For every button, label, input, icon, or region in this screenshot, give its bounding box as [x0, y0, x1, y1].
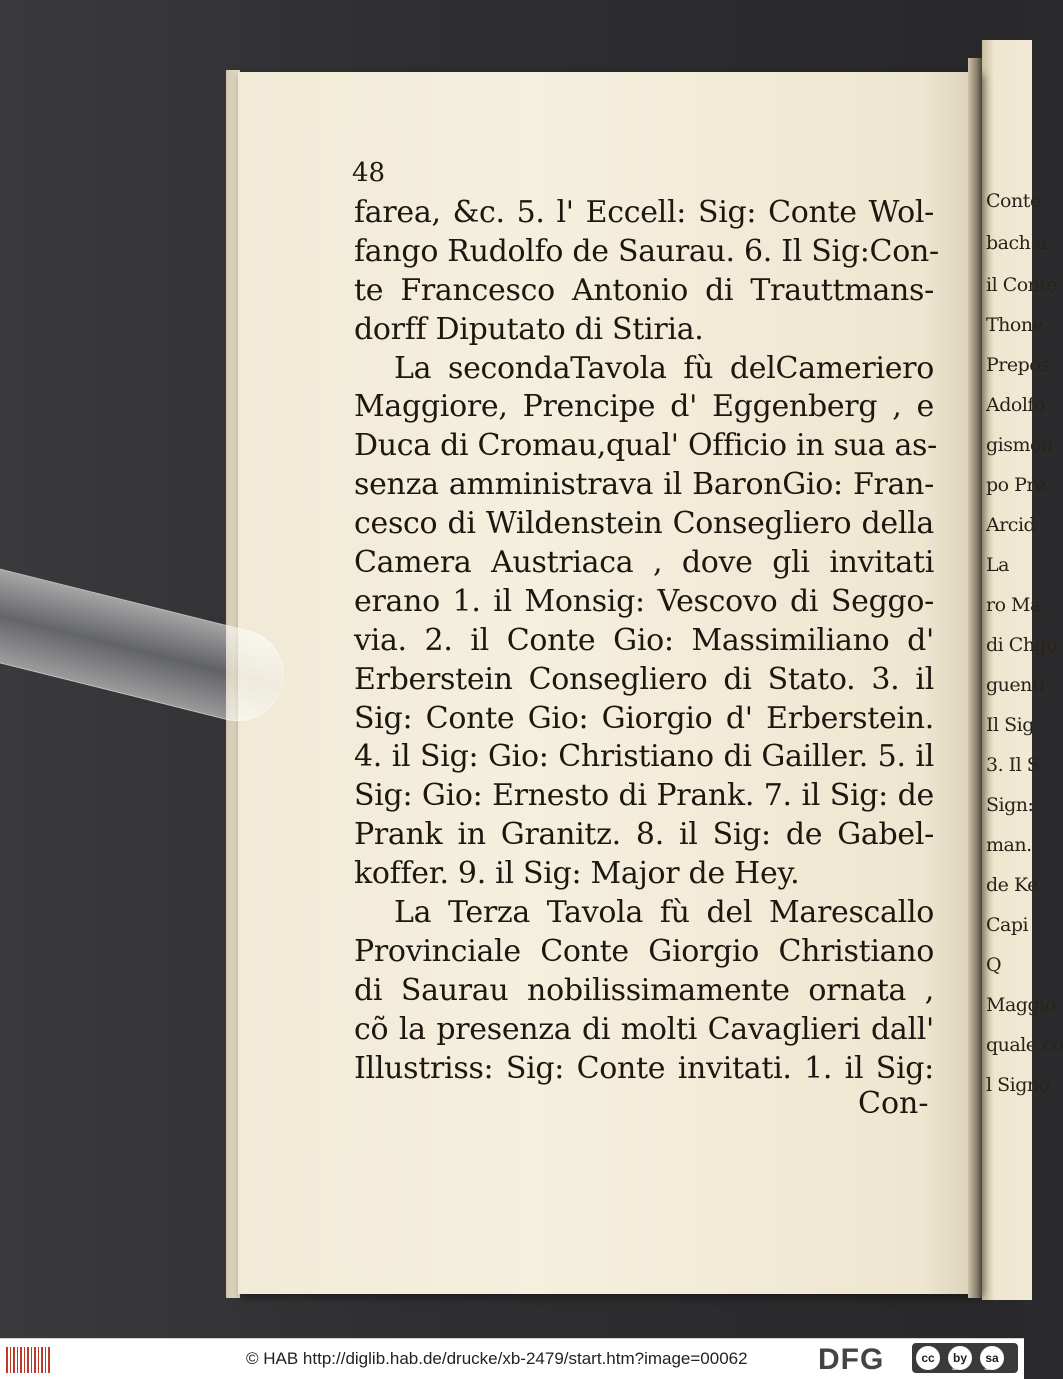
facing-fragment: guenti — [986, 674, 1045, 696]
facing-fragment: Thone — [986, 314, 1044, 336]
text-line: Sig: Conte Gio: Giorgio d' Erberstein. — [354, 700, 934, 736]
sa-icon: sa — [980, 1346, 1004, 1370]
facing-fragment: gismon — [986, 434, 1053, 456]
catchword: Con- — [858, 1086, 929, 1121]
facing-fragment: Conte — [986, 190, 1041, 212]
facing-fragment: La — [986, 554, 1009, 576]
facing-fragment: Sign: — [986, 794, 1034, 816]
facing-fragment: Arcid — [986, 514, 1036, 536]
book-gutter — [968, 58, 982, 1298]
text-line: Prank in Granitz. 8. il Sig: de Gabel- — [354, 817, 934, 853]
text-line: te Francesco Antonio di Trauttmans- — [354, 272, 934, 308]
text-line: La secondaTavola fù delCameriero — [394, 350, 934, 386]
text-line: 4. il Sig: Gio: Christiano di Gailler. 5. il — [354, 739, 934, 775]
page-number: 48 — [352, 158, 386, 188]
facing-fragment: Adolfo — [986, 394, 1045, 416]
text-line: cõ la presenza di molti Cavaglieri dall' — [354, 1011, 934, 1047]
by-icon: by — [948, 1346, 972, 1370]
text-line: farea, &c. 5. l' Eccell: Sig: Conte Wol- — [354, 195, 934, 230]
text-line: Maggiore, Prencipe d' Eggenberg , e — [354, 389, 934, 425]
dfg-logo: DFG — [818, 1343, 885, 1376]
text-line: erano 1. il Monsig: Vescovo di Seggo- — [354, 583, 934, 619]
facing-fragment: quale co — [986, 1034, 1063, 1056]
facing-fragment: Capi — [986, 914, 1029, 936]
facing-fragment: Q — [986, 954, 1002, 976]
facing-fragment: bach a — [986, 232, 1047, 254]
facing-fragment: de Ke — [986, 874, 1038, 896]
text-line: Camera Austriaca , dove gli invitati — [354, 545, 934, 581]
facing-fragment: man. — [986, 834, 1032, 856]
facing-page-edge — [982, 40, 1063, 1300]
facing-fragment: Il Sig — [986, 714, 1034, 736]
license-badge[interactable] — [912, 1343, 1018, 1373]
text-line: di Saurau nobilissimamente ornata , — [354, 972, 934, 1008]
page-text — [354, 194, 939, 1088]
by-label: BY — [952, 1363, 963, 1372]
sa-label: SA — [984, 1363, 995, 1372]
text-line: cesco di Wildenstein Consegliero della — [354, 506, 934, 542]
facing-fragment: po Pre — [986, 474, 1046, 496]
text-line: dorff Diputato di Stiria. — [354, 311, 704, 347]
text-line: La Terza Tavola fù del Marescallo — [394, 895, 934, 931]
facing-fragment: l Signo — [986, 1074, 1050, 1096]
text-line: Sig: Gio: Ernesto di Prank. 7. il Sig: de — [354, 778, 934, 814]
text-line: senza amministrava il BaronGio: Fran- — [354, 467, 934, 503]
source-credit-link[interactable]: © HAB http://diglib.hab.de/drucke/xb-2479/start.htm?image=00062 — [246, 1349, 748, 1368]
facing-fragment: di Chgo — [986, 634, 1058, 656]
facing-fragment: ro Ma — [986, 594, 1041, 616]
text-line: koffer. 9. il Sig: Major de Hey. — [354, 856, 800, 892]
cc-icon: cc — [916, 1346, 940, 1370]
text-line: Provinciale Conte Giorgio Christiano — [354, 933, 934, 969]
viewer-footer — [0, 1338, 1024, 1379]
text-line: fango Rudolfo de Saurau. 6. Il Sig:Con- — [354, 233, 939, 269]
text-line: via. 2. il Conte Gio: Massimiliano d' — [354, 622, 934, 658]
text-line: Erberstein Consegliero di Stato. 3. il — [354, 661, 934, 697]
library-logo-icon — [6, 1347, 50, 1373]
text-line: Duca di Cromau,qual' Officio in sua as- — [354, 428, 937, 464]
facing-fragment: il Conte — [986, 274, 1058, 296]
facing-fragment: Maggio — [986, 994, 1056, 1016]
facing-fragment: 3. Il S — [986, 754, 1040, 776]
facing-fragment: Prepos — [986, 354, 1050, 376]
text-line: Illustriss: Sig: Conte invitati. 1. il Sig: — [354, 1050, 934, 1086]
